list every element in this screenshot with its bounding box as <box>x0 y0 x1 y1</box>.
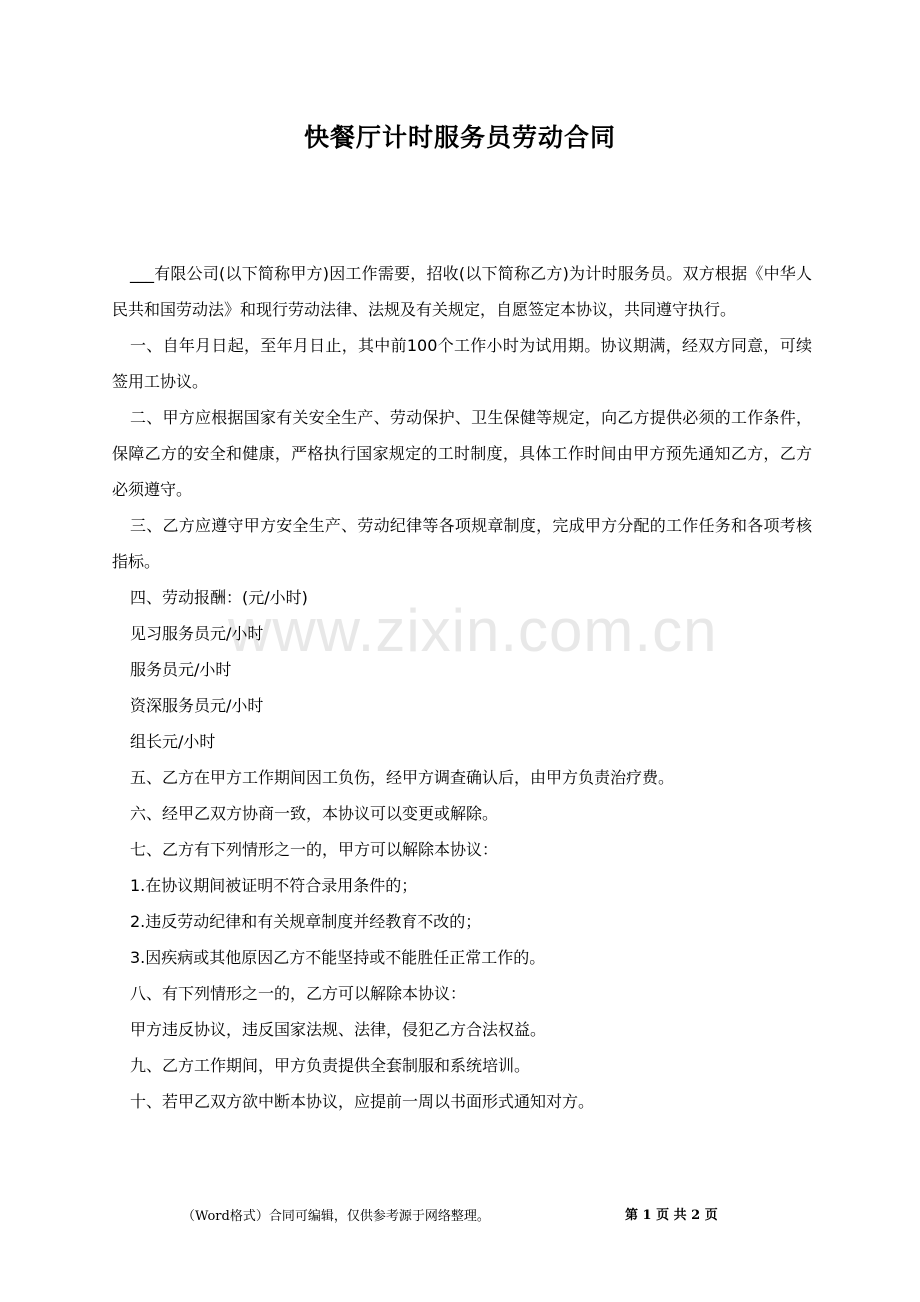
paragraph-clause-6: 六、经甲乙双方协商一致，本协议可以变更或解除。 <box>130 804 499 823</box>
list-item: 甲方违反协议，违反国家法规、法律，侵犯乙方合法权益。 <box>130 1020 547 1039</box>
list-item: 1.在协议期间被证明不符合录用条件的； <box>130 876 418 895</box>
paragraph-clause-9: 九、乙方工作期间，甲方负责提供全套制服和系统培训。 <box>130 1056 531 1075</box>
paragraph-intro: ___有限公司(以下简称甲方)因工作需要，招收(以下简称乙方)为计时服务员。双方根据《中华人民共和国劳动法》和现行劳动法律、法规及有关规定，自愿签定本协议，共同遵守执行。 <box>112 264 812 319</box>
footer-note: （Word格式）合同可编辑，仅供参考源于网络整理。 <box>182 1209 490 1224</box>
list-item: 3.因疾病或其他原因乙方不能坚持或不能胜任正常工作的。 <box>130 948 546 967</box>
paragraph-clause-7: 七、乙方有下列情形之一的，甲方可以解除本协议： <box>130 840 499 859</box>
paragraph-clause-2: 二、甲方应根据国家有关安全生产、劳动保护、卫生保健等规定，向乙方提供必须的工作条件，保障乙方的安全和健康，严格执行国家规定的工时制度，具体工作时间由甲方预先通知乙方，乙方必须遵守。 <box>112 408 812 499</box>
paragraph-clause-3: 三、乙方应遵守甲方安全生产、劳动纪律等各项规章制度，完成甲方分配的工作任务和各项考核指标。 <box>112 516 812 571</box>
paragraph-clause-5: 五、乙方在甲方工作期间因工负伤，经甲方调查确认后，由甲方负责治疗费。 <box>130 768 675 787</box>
watermark: www.zixin.com.cn <box>228 597 718 664</box>
paragraph-clause-10: 十、若甲乙双方欲中断本协议，应提前一周以书面形式通知对方。 <box>130 1092 595 1111</box>
pay-item: 服务员元/小时 <box>130 660 232 679</box>
paragraph-clause-8: 八、有下列情形之一的，乙方可以解除本协议： <box>130 984 467 1003</box>
paragraph-clause-1: 一、自年月日起，至年月日止，其中前100个工作小时为试用期。协议期满，经双方同意，可续签用工协议。 <box>112 336 812 391</box>
pay-item: 组长元/小时 <box>130 732 216 751</box>
page-number: 第 1 页 共 2 页 <box>625 1208 718 1223</box>
pay-item: 见习服务员元/小时 <box>130 624 264 643</box>
pay-item: 资深服务员元/小时 <box>130 696 264 715</box>
list-item: 2.违反劳动纪律和有关规章制度并经教育不改的； <box>130 912 482 931</box>
document-body <box>112 256 812 1120</box>
paragraph-clause-4: 四、劳动报酬：(元/小时) <box>130 588 308 607</box>
document-title: 快餐厅计时服务员劳动合同 <box>303 123 616 152</box>
